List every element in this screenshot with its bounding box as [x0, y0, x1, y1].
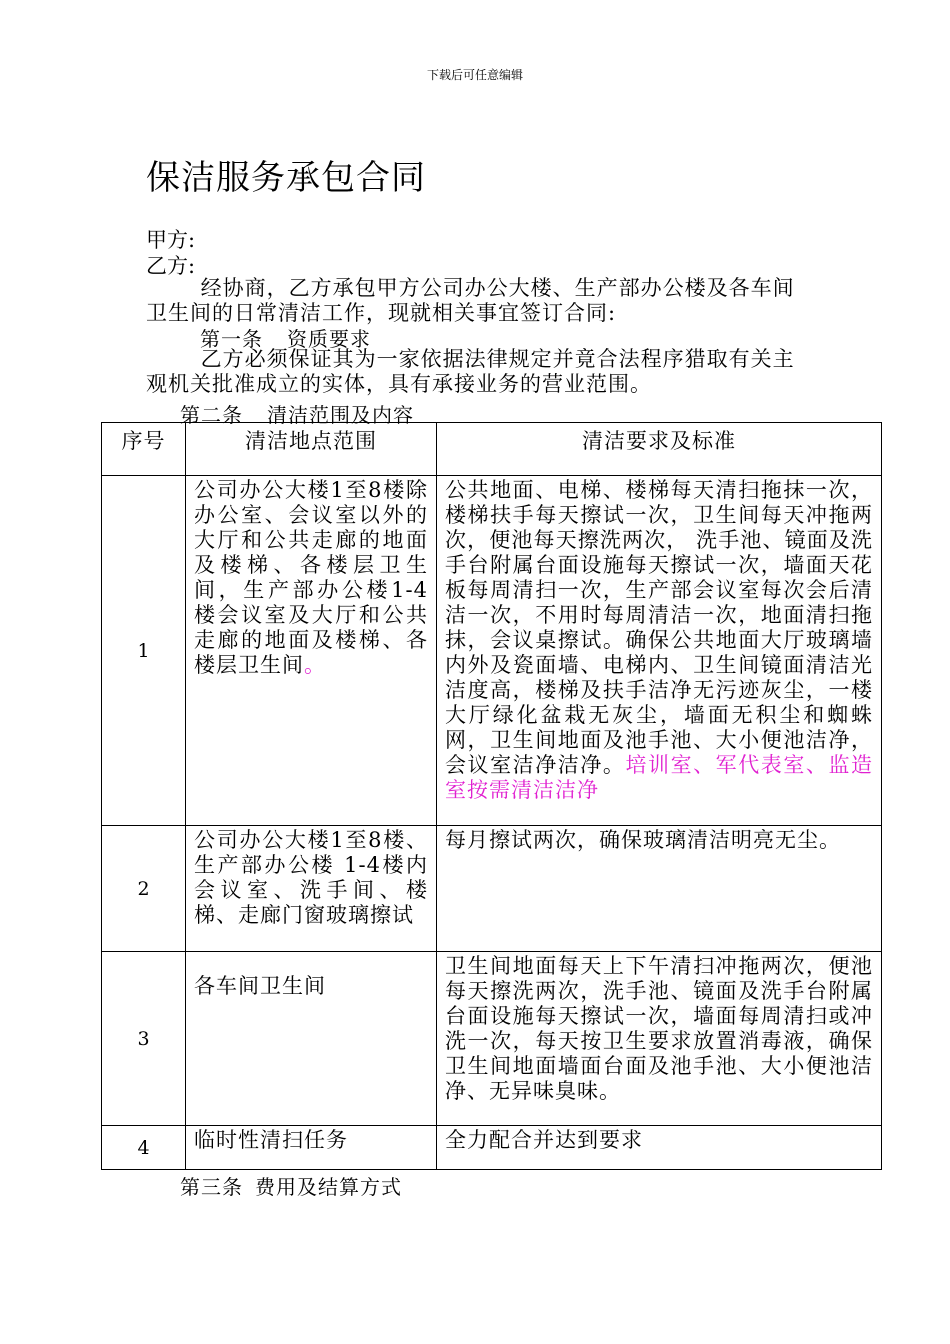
table-row	[102, 826, 882, 952]
intro-paragraph: 经协商，乙方承包甲方公司办公大楼、生产部办公楼及各车间卫生间的日常清洁工作，现就相关事宜签订合同:	[146, 276, 795, 325]
row-place: 公司办公大楼1至8楼、生产部办公楼 1-4楼内会议室、洗手间、楼梯、走廊门窗玻璃擦试	[186, 826, 437, 952]
row-place: 临时性清扫任务	[186, 1126, 437, 1170]
party-a-label: 甲方:	[146, 228, 196, 252]
row-number: 4	[102, 1126, 186, 1170]
row-number: 1	[102, 476, 186, 826]
row-place: 各车间卫生间	[186, 952, 437, 1126]
table-row	[102, 952, 882, 1126]
article-3-number: 第三条	[180, 1175, 243, 1199]
row-place	[186, 476, 437, 826]
table-row	[102, 1126, 882, 1170]
row-requirement-text: 公共地面、电梯、楼梯每天清扫拖抹一次，楼梯扶手每天擦试一次，卫生间每天冲拖两次，便池每天擦洗两次， 洗手池、镜面及洗手台附属台面设施每天擦试一次，墙面天花板每周清扫一次，生产部会议室每次会后清洁一次，不用时每周清洁一次，地面清扫拖抹，会议桌擦试。确保公共地面大厅玻璃墙内外及瓷面墙、电梯内、卫生间镜面清洁光洁度高，楼梯及扶手洁净无污迹灰尘，一楼大厅绿化盆栽无灰尘，墙面无积尘和蜘蛛网，卫生间地面及池手池、大小便池洁净，会议室洁净洁净。	[445, 478, 873, 777]
row-requirement-highlight: 培训室、军代表室、监造室按需清洁洁净	[445, 753, 874, 802]
article-2-number: 第二条	[180, 403, 243, 427]
table-header-row	[102, 423, 882, 476]
row-place-text: 公司办公大楼1至8楼除办公室、会议室以外的大厅和公共走廊的地面及楼梯、各楼层卫生间，生产部办公楼1-4楼会议室及大厅和公共走廊的地面及楼梯、各楼层卫生间	[194, 478, 428, 677]
article-1-title: 资质要求	[287, 327, 371, 351]
row-requirement	[437, 476, 882, 826]
header-note: 下载后可任意编辑	[426, 68, 523, 82]
header-no: 序号	[102, 423, 186, 476]
article-1-number: 第一条	[200, 327, 263, 351]
cleaning-scope-table	[101, 422, 882, 1170]
article-2-title: 清洁范围及内容	[267, 403, 414, 427]
header-place: 清洁地点范围	[186, 423, 437, 476]
row-requirement: 每月擦试两次，确保玻璃清洁明亮无尘。	[437, 826, 882, 952]
article-3-title: 费用及结算方式	[255, 1175, 402, 1199]
table-row	[102, 476, 882, 826]
row-place-tail: 。	[304, 653, 326, 677]
row-requirement: 全力配合并达到要求	[437, 1126, 882, 1170]
row-number: 2	[102, 826, 186, 952]
article-3-heading	[180, 1171, 402, 1200]
header-requirement: 清洁要求及标准	[437, 423, 882, 476]
row-number: 3	[102, 952, 186, 1126]
article-1-body: 乙方必须保证其为一家依据法律规定并竟合法程序猎取有关主观机关批准成立的实体，具有承接业务的营业范围。	[146, 347, 795, 396]
contract-title: 保洁服务承包合同	[146, 158, 426, 198]
party-b-label: 乙方:	[146, 254, 196, 278]
row-requirement: 卫生间地面每天上下午清扫冲拖两次，便池每天擦洗两次，洗手池、镜面及洗手台附属台面设施每天擦试一次，墙面每周清扫或冲洗一次，每天按卫生要求放置消毒液，确保卫生间地面墙面台面及池手池、大小便池洁净、无异味臭味。	[437, 952, 882, 1126]
